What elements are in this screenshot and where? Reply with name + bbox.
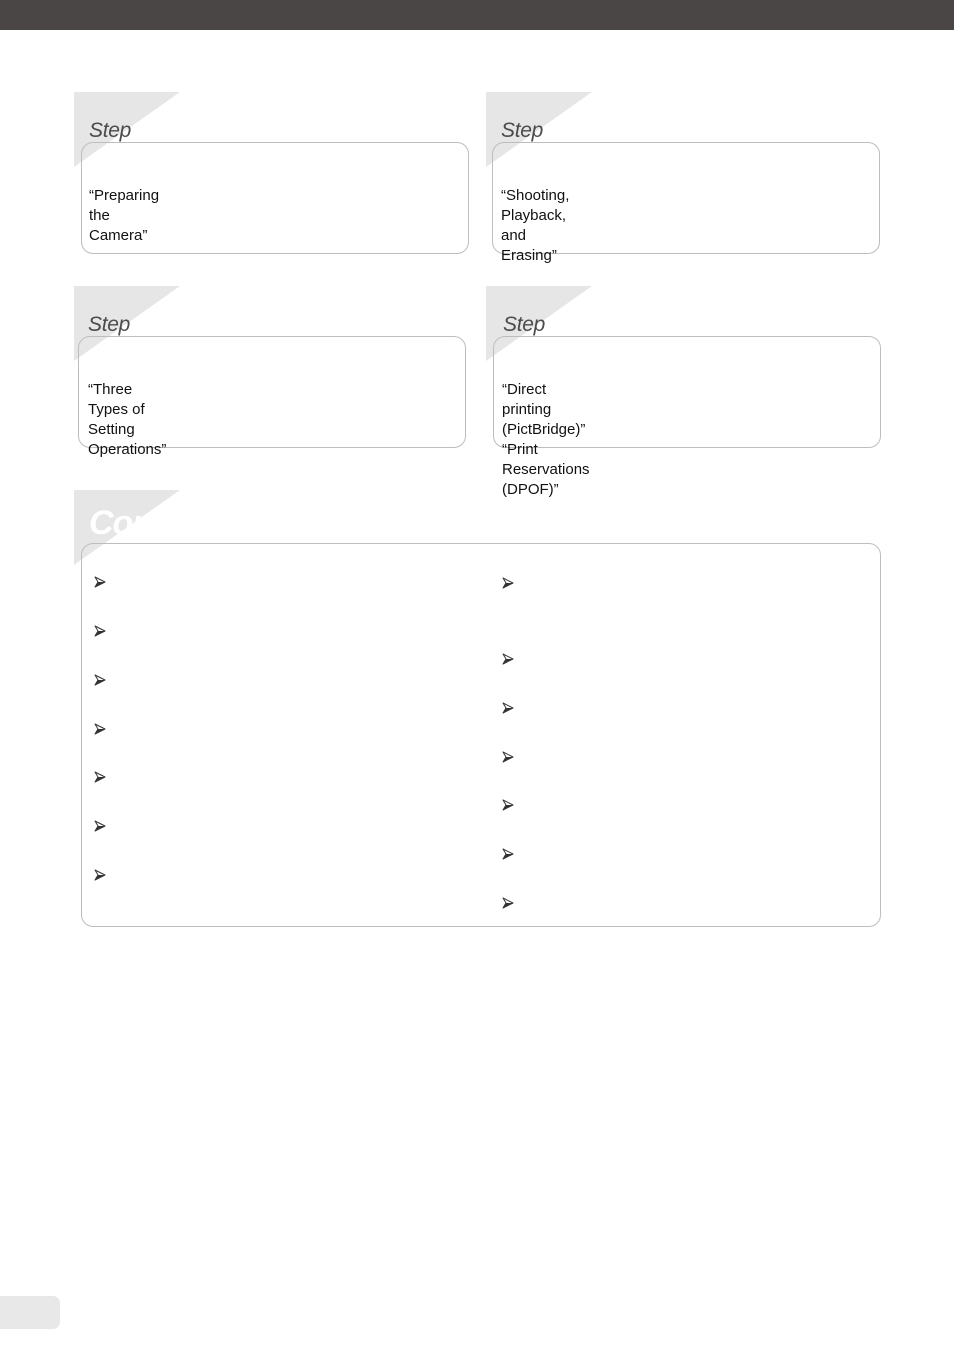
arrowhead-bullet-icon [94, 771, 106, 783]
step-label-2: Step [501, 119, 543, 142]
page-number-tab [0, 1296, 60, 1329]
arrowhead-bullet-icon [502, 653, 514, 665]
contents-box [81, 543, 881, 927]
arrowhead-bullet-icon [502, 577, 514, 589]
arrowhead-bullet-icon [94, 625, 106, 637]
arrowhead-bullet-icon [94, 674, 106, 686]
arrowhead-bullet-icon [502, 751, 514, 763]
step-label-3: Step [88, 313, 130, 336]
arrowhead-bullet-icon [94, 869, 106, 881]
step-text-1: “Preparing the Camera” [89, 187, 160, 244]
top-header-bar [0, 0, 954, 30]
step-label-4: Step [503, 313, 545, 336]
arrowhead-bullet-icon [502, 897, 514, 909]
arrowhead-bullet-icon [502, 848, 514, 860]
arrowhead-bullet-icon [94, 820, 106, 832]
arrowhead-bullet-icon [502, 702, 514, 714]
contents-title: Contents [89, 504, 229, 542]
arrowhead-bullet-icon [94, 576, 106, 588]
step-text-4: “Direct printing (PictBridge)” “Print Reservations (DPOF)” [502, 381, 590, 498]
step-text-2: “Shooting, Playback, and Erasing” [501, 187, 570, 264]
step-label-1: Step [89, 119, 131, 142]
arrowhead-bullet-icon [502, 799, 514, 811]
arrowhead-bullet-icon [94, 723, 106, 735]
step-text-3: “Three Types of Setting Operations” [88, 381, 167, 458]
